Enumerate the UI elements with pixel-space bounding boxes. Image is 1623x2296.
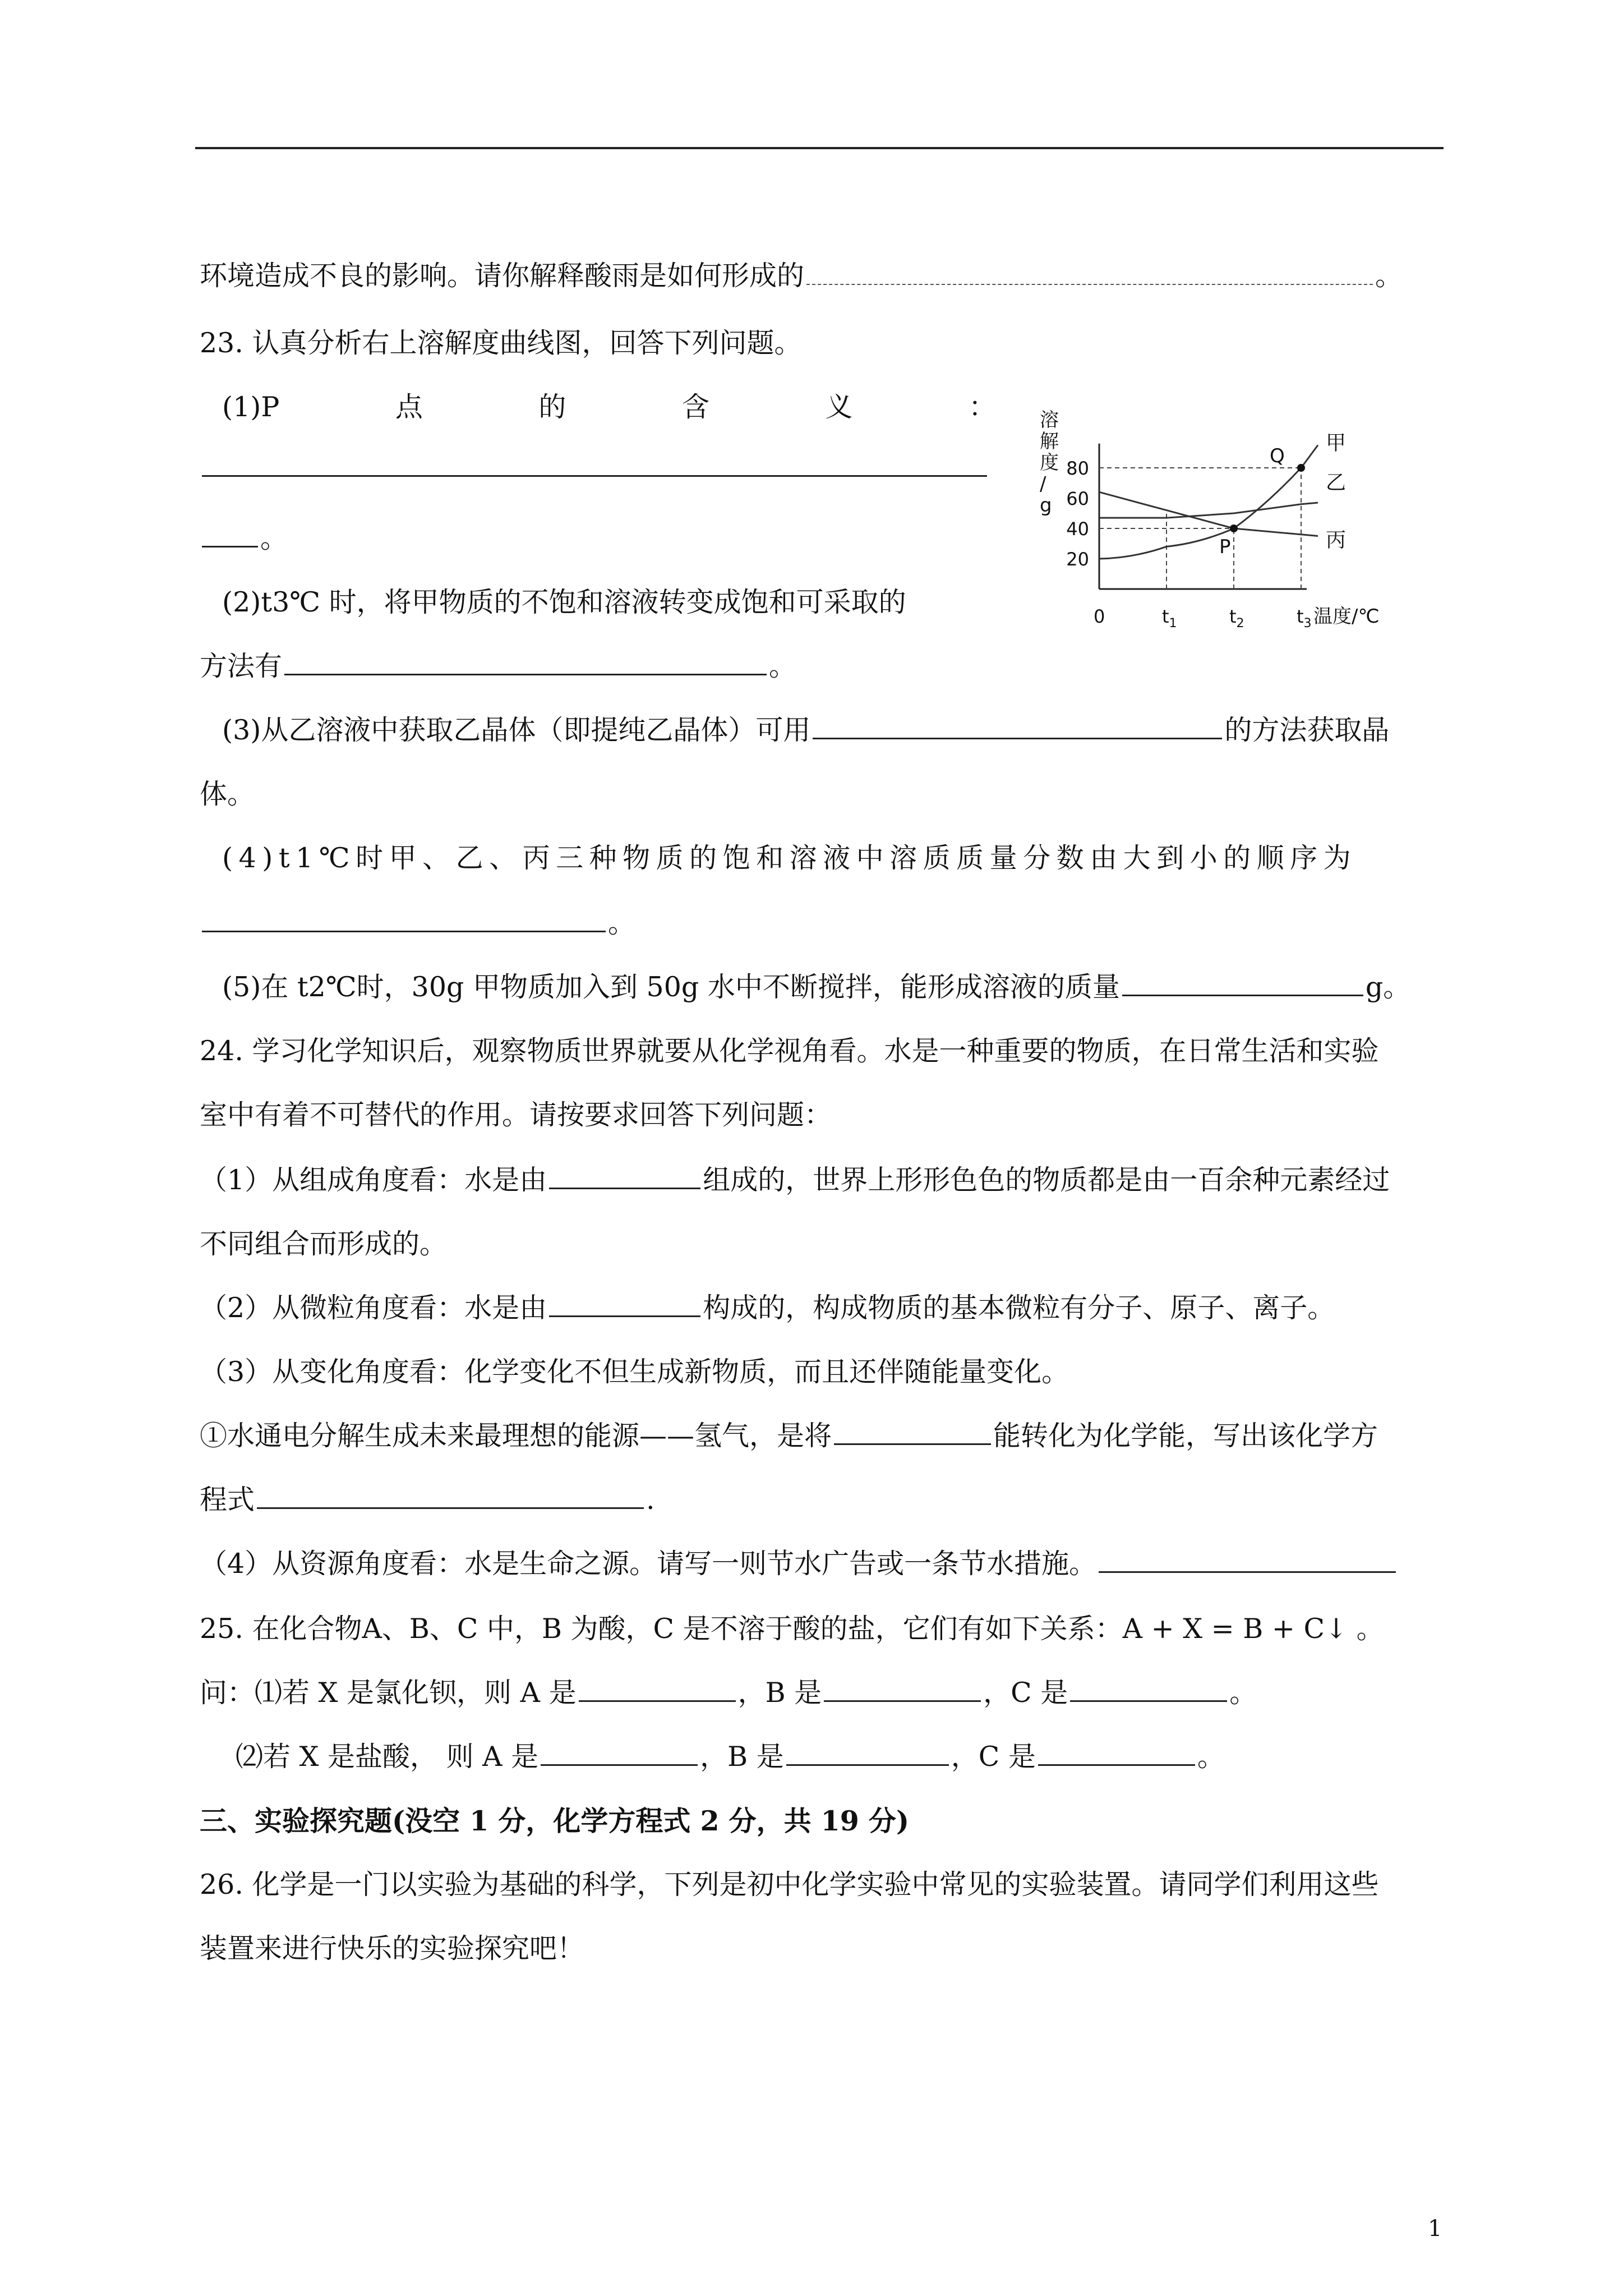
q25-p2-a-blank[interactable] xyxy=(541,1740,698,1766)
q25-p2-end: 。 xyxy=(1197,1741,1225,1773)
q23-p1-char: ： xyxy=(968,391,996,423)
q25-p2-b: ，B 是 xyxy=(700,1741,784,1773)
y-tick-label: 40 xyxy=(1066,518,1089,540)
q24-p2-b: 构成的，构成物质的基本微粒有分子、原子、离子。 xyxy=(703,1292,1335,1324)
q23-p5-answer-blank[interactable] xyxy=(1122,970,1363,996)
q24-p3-sub-answer-blank[interactable] xyxy=(834,1419,991,1445)
q24-p4-answer-blank[interactable] xyxy=(1099,1547,1396,1573)
q23-p2-end: 。 xyxy=(769,650,797,682)
series-line xyxy=(1099,492,1318,536)
series-label: 丙 xyxy=(1326,528,1347,552)
q23-p3-answer-blank[interactable] xyxy=(813,713,1222,739)
q24-p3-sub-b: 能转化为化学能，写出该化学方 xyxy=(993,1420,1378,1452)
q24-p3-sub-c: 程式 xyxy=(200,1484,255,1516)
q25-p1-a-blank[interactable] xyxy=(579,1676,736,1702)
q25-p1-c: ，C 是 xyxy=(983,1677,1068,1709)
q25-p1-b-blank[interactable] xyxy=(824,1676,981,1702)
y-axis-label-char: 度 xyxy=(1040,452,1059,474)
q23-p1-char: 义 xyxy=(825,391,853,423)
y-tick-label: 80 xyxy=(1066,458,1089,479)
q23-p1-line xyxy=(222,389,996,425)
x-tick-label: $t_1$ xyxy=(1162,606,1177,631)
point-label: P xyxy=(1219,536,1231,558)
q23-p2-answer-blank[interactable] xyxy=(284,649,767,675)
q24-p3-sub-cont xyxy=(200,1482,655,1518)
q23-p1-end: 。 xyxy=(260,522,288,554)
q23-p2-line1: (2)t3℃ 时，将甲物质的不饱和溶液转变成饱和可采取的 xyxy=(222,586,906,618)
q24-equation-blank[interactable] xyxy=(257,1483,644,1509)
q24-p2-answer-blank[interactable] xyxy=(549,1291,700,1317)
q23-p4-end: 。 xyxy=(608,907,636,939)
q23-p4-blank-line xyxy=(200,905,635,941)
q23-p1-answer-blank-tail[interactable] xyxy=(202,521,258,547)
y-axis-label-char: 溶 xyxy=(1040,409,1059,431)
q24-p2-line xyxy=(200,1290,1335,1326)
q24-p3-sub-line xyxy=(200,1418,1378,1454)
q23-p1-blank-line xyxy=(200,450,989,486)
q25-p2-b-blank[interactable] xyxy=(786,1740,949,1766)
q24-p1-line xyxy=(200,1162,1390,1198)
q24-p4-line xyxy=(200,1546,1398,1582)
q24-p1-a: （1）从组成角度看：水是由 xyxy=(200,1164,547,1196)
q24-p4: （4）从资源角度看：水是生命之源。请写一则节水广告或一条节水措施。 xyxy=(200,1548,1097,1580)
y-tick-label: 60 xyxy=(1066,488,1089,509)
q23-p3-b: 的方法获取晶 xyxy=(1224,714,1390,746)
q23-p2-label: 方法有 xyxy=(200,650,283,682)
page-number: 1 xyxy=(1428,2216,1442,2242)
q22-answer-blank[interactable] xyxy=(806,259,1373,285)
q24-p2-a: （2）从微粒角度看：水是由 xyxy=(200,1292,547,1324)
q25-p2-a: ⑵若 X 是盐酸， 则 A 是 xyxy=(236,1741,539,1773)
y-tick-label: 20 xyxy=(1066,549,1089,570)
q23-intro: 23. 认真分析右上溶解度曲线图，回答下列问题。 xyxy=(200,327,802,359)
q23-p5-line xyxy=(222,969,1410,1005)
series-line xyxy=(1099,503,1318,518)
section-3-heading: 三、实验探究题(没空 1 分，化学方程式 2 分，共 19 分) xyxy=(200,1805,910,1837)
q26-line-1: 26. 化学是一门以实验为基础的科学，下列是初中化学实验中常见的实验装置。请同学们利用这些 xyxy=(200,1869,1379,1901)
q23-p1-answer-blank[interactable] xyxy=(202,450,987,477)
q23-p3-line xyxy=(222,712,1389,748)
chart-point xyxy=(1230,524,1238,532)
q25-p1-a: 问：⑴若 X 是氯化钡，则 A 是 xyxy=(200,1677,577,1709)
x-tick-label: $t_2$ xyxy=(1229,606,1244,631)
q22-tail-end: 。 xyxy=(1375,260,1403,292)
q25-p2-line xyxy=(236,1739,1225,1775)
q23-p4-answer-blank[interactable] xyxy=(202,906,606,932)
y-axis-label-char: / xyxy=(1040,473,1046,495)
solubility-chart xyxy=(1026,404,1396,684)
q23-p2-line2 xyxy=(200,648,796,684)
q23-p1-end-line xyxy=(200,521,288,556)
q23-p1-char: (1)P xyxy=(222,391,280,423)
q23-p1-char: 的 xyxy=(538,391,566,423)
q25-p1-end: 。 xyxy=(1229,1677,1257,1709)
q23-p1-char: 点 xyxy=(395,391,423,423)
y-axis-label-char: g xyxy=(1040,494,1052,517)
q24-p1-cont: 不同组合而形成的。 xyxy=(200,1228,448,1260)
q24-intro-2: 室中有着不可替代的作用。请按要求回答下列问题： xyxy=(200,1099,832,1131)
header-rule xyxy=(195,147,1444,149)
x-tick-label: $t_3$ xyxy=(1297,606,1312,631)
q25-p2-c-blank[interactable] xyxy=(1038,1740,1195,1766)
q22-tail-text: 环境造成不良的影响。请你解释酸雨是如何形成的 xyxy=(200,260,805,292)
series-label: 乙 xyxy=(1326,471,1347,494)
q24-p3-sub-end: . xyxy=(646,1484,655,1516)
q24-p3-line: （3）从变化角度看：化学变化不但生成新物质，而且还伴随能量变化。 xyxy=(200,1356,1069,1388)
x-axis-label: 温度/℃ xyxy=(1313,605,1380,628)
q26-line-2: 装置来进行快乐的实验探究吧！ xyxy=(200,1932,585,1964)
q24-p1-answer-blank[interactable] xyxy=(549,1163,700,1189)
q23-p1-char: 含 xyxy=(681,391,709,423)
series-label: 甲 xyxy=(1326,431,1347,455)
q24-intro-1: 24. 学习化学知识后，观察物质世界就要从化学视角看。水是一种重要的物质，在日常生活和实验 xyxy=(200,1035,1379,1067)
chart-points xyxy=(1219,445,1305,558)
x-tick-label: 0 xyxy=(1094,606,1105,627)
y-axis-label-char: 解 xyxy=(1040,430,1059,453)
point-label: Q xyxy=(1270,445,1285,467)
q25-p1-b: ，B 是 xyxy=(737,1677,822,1709)
q23-p3-cont: 体。 xyxy=(200,778,255,810)
q23-p3-a: (3)从乙溶液中获取乙晶体（即提纯乙晶体）可用 xyxy=(222,714,811,746)
q23-p5-a: (5)在 t2℃时，30g 甲物质加入到 50g 水中不断搅拌，能形成溶液的质量 xyxy=(222,971,1120,1003)
q24-p3-sub-a: ①水通电分解生成未来最理想的能源——氢气，是将 xyxy=(200,1420,832,1452)
chart-point xyxy=(1297,464,1305,472)
q25-p1-line xyxy=(200,1675,1257,1711)
q25-p1-c-blank[interactable] xyxy=(1070,1676,1227,1702)
q23-p4-line: (4)t1℃时甲、乙、丙三种物质的饱和溶液中溶质质量分数由大到小的顺序为 xyxy=(222,842,1357,874)
q24-p1-b: 组成的，世界上形形色色的物质都是由一百余种元素经过 xyxy=(703,1164,1390,1196)
q25-p2-c: ，C 是 xyxy=(951,1741,1036,1773)
series-line xyxy=(1099,445,1318,559)
q22-tail-line xyxy=(200,258,1403,294)
q23-p5-end: g。 xyxy=(1365,971,1411,1003)
q25-intro: 25. 在化合物A、B、C 中，B 为酸，C 是不溶于酸的盐，它们有如下关系：A + X = B + C↓ 。 xyxy=(200,1613,1384,1645)
